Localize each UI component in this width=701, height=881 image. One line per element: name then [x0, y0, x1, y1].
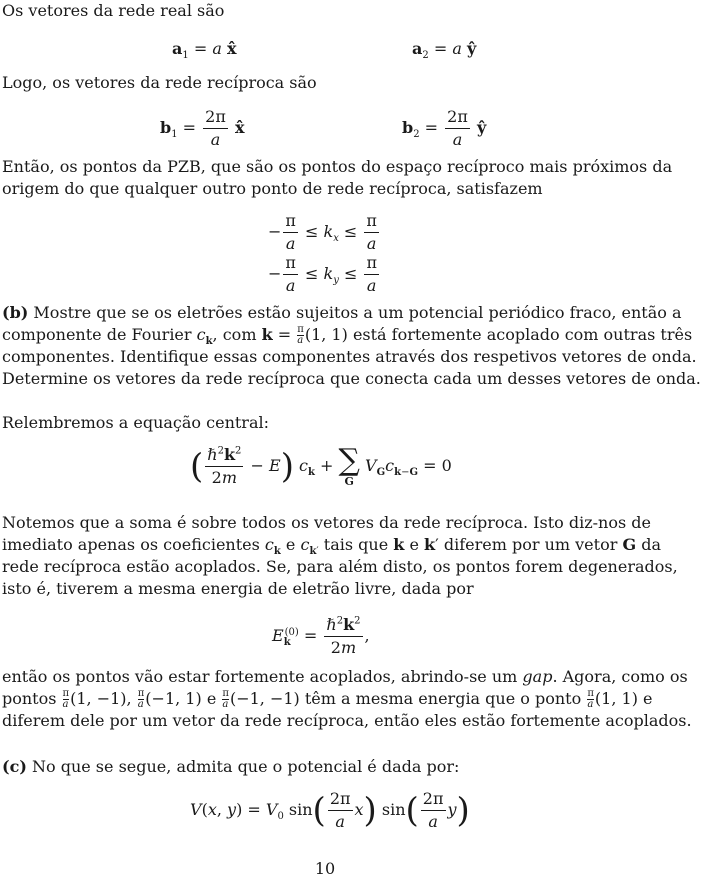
text-central-equation-intro: Relembremos a equação central: [2, 413, 269, 432]
part-c-question: (c) No que se segue, admita que o potencial é dada por: [2, 757, 460, 776]
equation-a2: $a_2 = a$ ŷ [412, 39, 477, 62]
text-pzb-points: Então, os pontos da PZB, que são os pontos do espaço recíproco mais próximos da origem do que qualquer outro ponto de rede recíproca, satisfazem [2, 157, 673, 198]
text-real-lattice-intro: Os vetores da rede real são [2, 1, 225, 20]
equation-free-electron-energy: $E_k^{(0)}$ = $\frac{\hbar^2k^2}{2m}$ , [272, 615, 370, 657]
equation-b2: $b_2$ = $\frac{2\pi}{a}$ ŷ [402, 107, 487, 149]
inequality-ky: − $\frac{\pi}{a}$ ≤ $k_y$ ≤ $\frac{\pi}{a}$ [268, 253, 377, 295]
equation-b1: $b_1$ = $\frac{2\pi}{a}$ x̂ [160, 107, 245, 149]
text-reciprocal-intro: Logo, os vetores da rede recíproca são [2, 73, 317, 92]
part-b-question: (b) Mostre que se os eletrões estão sujeitos a um potencial periódico fraco, então a componente de Fourier $c_k$, com k = $\frac{\pi}{a}(1$, 1) está fortemente acoplado com outras três componentes. Identifique essas componentes através dos respetivos vetores de onda. Determine os vetores da rede recíproca que conecta cada um desses vetores de onda. [2, 303, 701, 388]
text-coupling-explanation: Notemos que a soma é sobre todos os vetores da rede recíproca. Isto diz-nos de imediato apenas os coeficientes $c_k$ e $c_{k'}$ tais que k e k′ diferem por um vetor G da rede recíproca estão acoplados. Se, para além disto, os pontos forem degenerados, isto é, tiverem a mesma energia de eletrão livre, dada por [2, 513, 678, 598]
text-strong-coupling: então os pontos vão estar fortemente acoplados, abrindo-se um gap. Agora, como os pontos $\frac{\pi}{a}(1$, −1), $\frac{\pi}{a}(-1$, 1) e $\frac{\pi}{a}(-1$, −1) têm a mesma energia que o ponto $\frac{\pi}{a}(1$, 1) e diferem dele por um vetor da rede recíproca, então eles estão fortemente acoplados. [2, 667, 692, 730]
page-number: 10 [314, 859, 336, 878]
equation-a1: $a_1 = a$ x̂ [172, 39, 237, 62]
inequality-kx: − $\frac{\pi}{a}$ ≤ $k_x$ ≤ $\frac{\pi}{a}$ [268, 211, 377, 253]
equation-potential: V(x, $y) = V_0$ sin( $\frac{2\pi}{a}$ x) sin( $\frac{2\pi}{a}$ y) [190, 789, 470, 831]
equation-central: ( $\frac{\hbar^2k^2}{2m}$ − E) $c_k$ + ∑ G $V_Gc_{k-G} = 0$ [190, 442, 452, 488]
